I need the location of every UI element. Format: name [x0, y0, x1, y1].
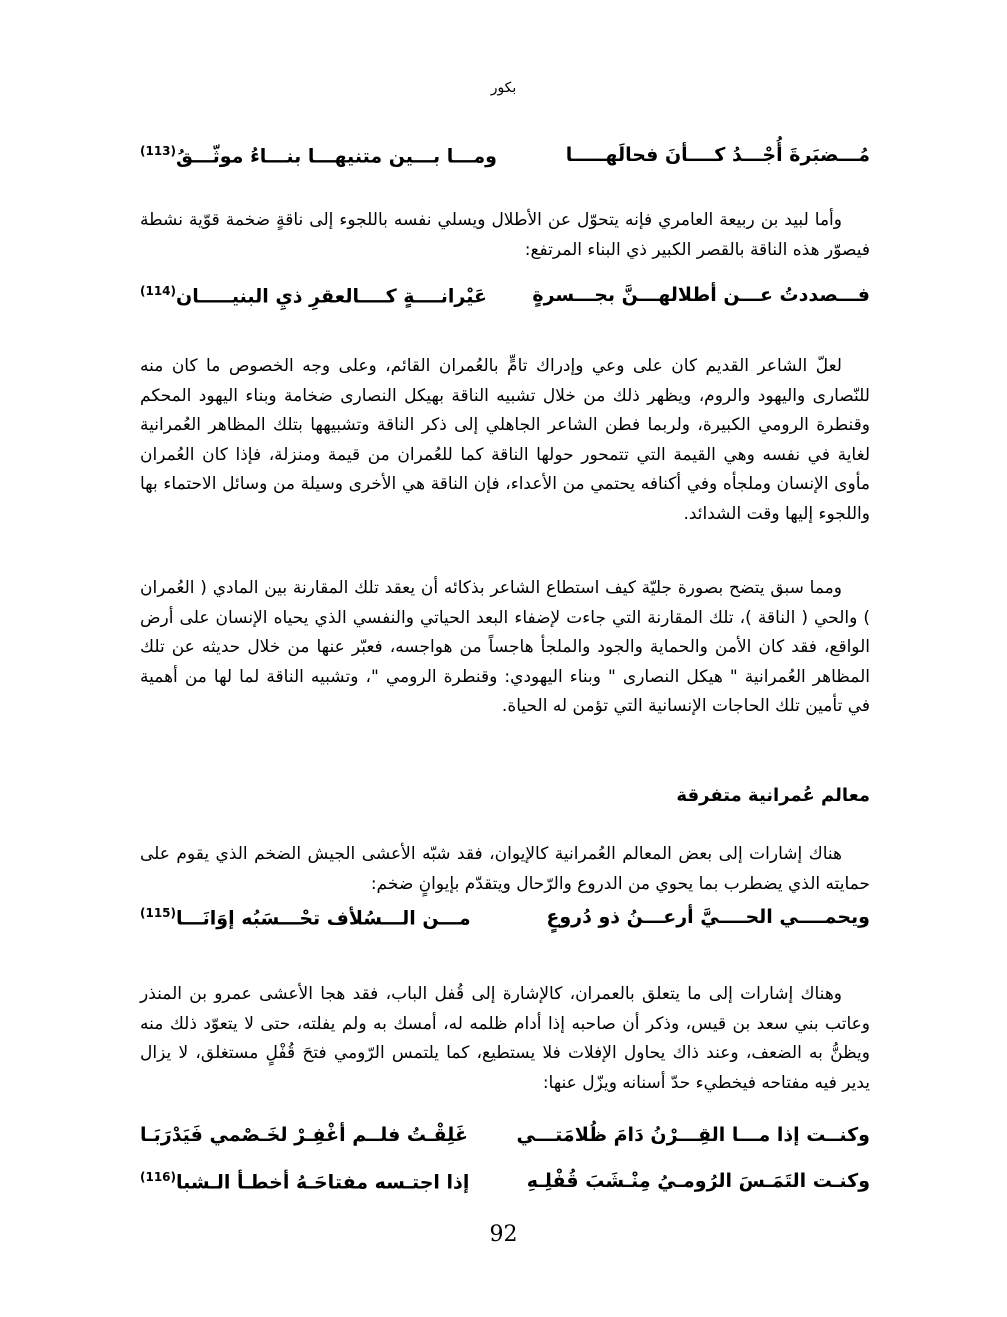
paragraph-comparison: ومما سبق يتضح بصورة جليّة كيف استطاع الشاعر بذكائه أن يعقد تلك المقارنة بين المادي ( العُمران ) والحي ( الناقة )، تلك المقارنة التي جاءت لإضفاء البعد الحياتي والنفسي الذي يحياه الإنسان على أرض الواقع، فقد كان الأمن والحماية والجود والملجأ هاجساً من هواجسه، فعبّر عنها من خلال حديثه عن تلك المظاهر العُمرانية " هيكل النصارى " وبناء اليهودي: وقنطرة الرومي "، وتشبيه الناقة لما لها من أهمية في تأمين تلك الحاجات الإنسانية التي تؤمن له الحياة. [140, 578, 870, 716]
paragraph-ancient-poet: لعلّ الشاعر القديم كان على وعي وإدراك تامٍّ بالعُمران القائم، وعلى وجه الخصوص ما كان منه للنّصارى واليهود والروم، ويظهر ذلك من خلال تشبيه الناقة بهيكل النصارى ضخامة وبناء اليهود المحكم وقنطرة الرومي الكبيرة، ولربما فطن الشاعر الجاهلي إلى ذكر الناقة وتشبيهها بتلك المظاهر العُمرانية لغاية في نفسه وهي القيمة التي تتمحور حولها الناقة كما للعُمران من قيمة ومنزلة، فإذا كان العُمران مأوى الإنسان وملجأه وفي أكنافه يحتمي من الأعداء، فإن الناقة هي الأخرى وسيلة من وسائل الاحتماء بها واللجوء إليها وقت الشدائد. [140, 356, 870, 524]
footnote-marker-113: (113) [140, 144, 177, 158]
verse-115-first-hemistich: ويحمــــي الحــــيَّ أرعـــنُ ذو دُروعٍ [546, 906, 870, 928]
verse-113-first-hemistich: مُـــضبَرةَ أُجْـــدُ كــــأنَ فحالَهـــــا [565, 144, 870, 166]
verse-113 [140, 142, 870, 176]
running-header: بكور [490, 80, 517, 96]
section-heading: معالم عُمرانية متفرقة [676, 785, 870, 806]
verse-114-first-hemistich: فـــصددتُ عـــن أطلالهـــنَّ بجـــسرةٍ [532, 284, 870, 306]
footnote-marker-115: (115) [140, 906, 177, 920]
verse-115-second-hemistich [140, 906, 471, 929]
verse-116a-first-hemistich: وكنــت إذا مـــا القِـــرْنُ دَامَ ظُلامَتـــي [516, 1124, 870, 1146]
verse-115-text: مـــن الـــسُلأف تحْـــسَبُه إوَانَـــا [176, 907, 471, 930]
paragraph-door-lock: وهناك إشارات إلى ما يتعلق بالعمران، كالإشارة إلى قُفل الباب، فقد هجا الأعشى عمرو بن المنذر وعاتب بني سعد بن قيس، وذكر أن صاحبه إذا أدام ظلمه له، أمسك به ولم يفلته، حتى لا يتعوّد ذلك منه ويظنُّ به الضعف، وعند ذاك يحاول الإفلات فلا يستطيع، كما يلتمس الرّومي فتحَ قُفْلٍ مستغلق، لا يزال يدير فيه مفتاحه فيخطيء حدّ أسنانه ويزّل عنها: [140, 984, 870, 1093]
verse-116a-second-hemistich: غَلِقْـتُ فلــم أغْفِـرْ لخَـصْمي فَيَدْرَبَـا [140, 1124, 468, 1146]
verse-113-second-hemistich [140, 144, 497, 167]
footnote-marker-116: (116) [140, 1170, 177, 1184]
verse-114-second-hemistich [140, 284, 487, 307]
verse-116b-second-hemistich [140, 1170, 469, 1193]
verse-114-text: عَيْرانــــةٍ كــــالعقرِ ذيِ البنيـــــان [176, 285, 487, 308]
verse-116-line-2 [140, 1168, 870, 1202]
page-number: 92 [489, 1222, 518, 1247]
verse-116-line-1 [140, 1122, 870, 1156]
verse-114 [140, 282, 870, 316]
verse-113-text: ومـــا بـــين متنيهـــا بنـــاءُ موثّـــقُ [176, 145, 497, 168]
footnote-marker-114: (114) [140, 284, 177, 298]
paragraph-iwan: هناك إشارات إلى بعض المعالم العُمرانية كالإيوان، فقد شبّه الأعشى الجيش الضخم الذي يقوم على حمايته الذي يضطرب بما يحوي من الدروع والرّحال ويتقدّم بإيوانٍ ضخم: [140, 844, 870, 894]
verse-116b-text: إذا اجتـسه مفتاحَـهُ أخطـأ الـشبا [176, 1171, 470, 1194]
verse-115 [140, 904, 870, 938]
verse-116b-first-hemistich: وكنـت التَمَـسَ الرُومـيُ مِنْـشَبَ قُفْلِـهِ [526, 1170, 870, 1192]
paragraph-labid: وأما لبيد بن ربيعة العامري فإنه يتحوّل عن الأطلال ويسلي نفسه باللجوء إلى ناقةٍ ضخمة قوّية نشطة فيصوّر هذه الناقة بالقصر الكبير ذي البناء المرتفع: [140, 210, 870, 260]
